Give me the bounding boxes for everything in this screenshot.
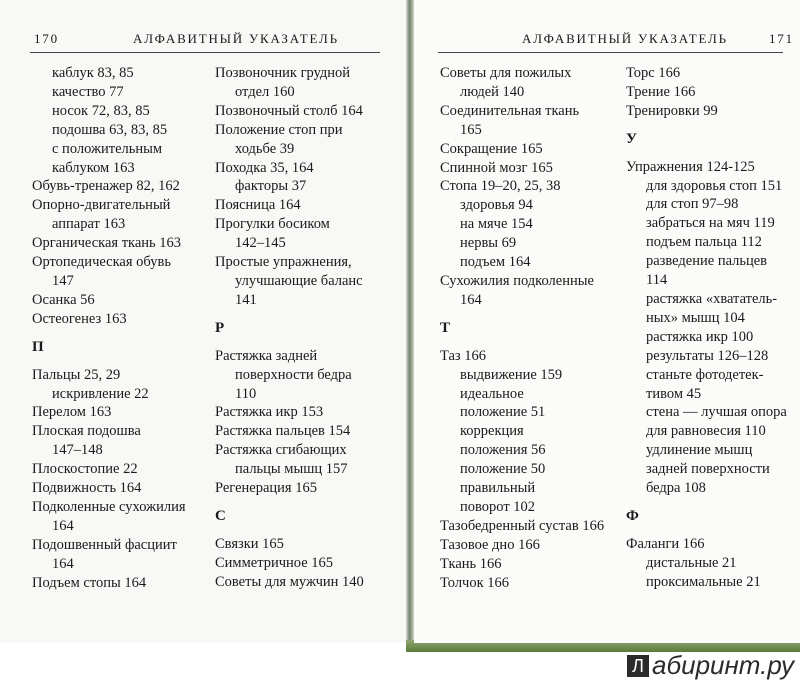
index-entry: Перелом 163 xyxy=(32,404,112,421)
index-entry: Растяжка задней xyxy=(215,347,318,364)
index-subentry: разведение пальцев xyxy=(646,253,768,270)
index-entry: Спинной мозг 165 xyxy=(440,159,553,176)
index-subentry: на мяче 154 xyxy=(460,216,533,233)
index-subentry: подъем пальца 112 xyxy=(646,234,762,251)
right-index-column-2 xyxy=(626,64,787,592)
watermark-text: абиринт.ру xyxy=(652,650,794,680)
index-entry: Прогулки босиком xyxy=(215,216,330,233)
index-entry: Сокращение 165 xyxy=(440,140,543,157)
index-entry: Торс 166 xyxy=(626,65,681,81)
right-index-column-1 xyxy=(440,64,604,592)
index-entry: Подошвенный фасциит xyxy=(32,536,177,553)
index-subentry: для стоп 97–98 xyxy=(646,196,739,213)
index-subentry: 147 xyxy=(52,272,74,289)
index-entry: Позвоночный столб 164 xyxy=(215,102,363,119)
index-subentry: носок 72, 83, 85 xyxy=(52,102,150,119)
index-entry: Растяжка пальцев 154 xyxy=(215,423,351,440)
index-subentry: ходьбе 39 xyxy=(235,140,295,157)
index-subentry: поверхности бедра xyxy=(235,366,352,383)
index-subentry: 141 xyxy=(235,291,257,308)
index-subentry: проксимальные 21 xyxy=(646,573,761,590)
index-subentry: для здоровья стоп 151 xyxy=(646,177,783,194)
index-subentry: правильный xyxy=(460,480,536,497)
index-subentry: нервы 69 xyxy=(460,235,517,252)
index-entry: Ортопедическая обувь xyxy=(32,254,171,271)
left-index-column-2 xyxy=(215,64,364,592)
left-page xyxy=(0,0,406,643)
index-entry: Положение стоп при xyxy=(215,121,343,138)
index-entry: Пальцы 25, 29 xyxy=(32,366,121,383)
index-entry: Растяжка икр 153 xyxy=(215,404,324,421)
index-entry: Позвоночник грудной xyxy=(215,65,351,81)
index-entry: Плоская подошва xyxy=(32,423,141,440)
index-entry: Советы для пожилых xyxy=(440,65,572,81)
index-subentry: станьте фотодетек- xyxy=(646,366,764,383)
index-subentry: идеальное xyxy=(460,385,524,402)
index-subentry: здоровья 94 xyxy=(460,197,533,214)
left-page-number: 170 xyxy=(34,31,59,46)
index-subentry: подошва 63, 83, 85 xyxy=(52,121,168,138)
index-entry: Подъем стопы 164 xyxy=(32,574,147,591)
index-subentry: факторы 37 xyxy=(235,178,307,195)
index-entry: Симметричное 165 xyxy=(215,554,334,571)
index-subentry: растяжка икр 100 xyxy=(646,328,754,345)
right-page-number: 171 xyxy=(769,31,794,46)
index-entry: Фаланги 166 xyxy=(626,535,705,552)
index-subentry: каблук 83, 85 xyxy=(52,65,134,81)
labirint-logo-icon: Л xyxy=(627,655,649,677)
index-subentry: поворот 102 xyxy=(460,498,536,515)
index-entry: Остеогенез 163 xyxy=(32,310,127,327)
right-page xyxy=(414,0,800,643)
index-subentry: растяжка «хвататель- xyxy=(646,290,778,307)
index-entry: Подколенные сухожилия xyxy=(32,498,186,515)
index-letter-heading: У xyxy=(626,130,638,147)
index-letter-heading: Р xyxy=(215,319,225,336)
index-subentry: 164 xyxy=(52,555,74,572)
index-subentry: удлинение мышц xyxy=(646,442,753,459)
index-letter-heading: П xyxy=(32,338,44,355)
index-subentry: ных» мышц 104 xyxy=(646,309,745,326)
index-subentry: 114 xyxy=(646,272,668,289)
index-entry: Трение 166 xyxy=(626,83,696,100)
index-entry: Регенерация 165 xyxy=(215,480,317,497)
index-letter-heading: Ф xyxy=(626,507,639,524)
index-entry: Походка 35, 164 xyxy=(215,159,314,176)
left-index-column-1 xyxy=(32,64,186,592)
index-entry: Стопа 19–20, 25, 38 xyxy=(440,178,561,195)
index-subentry: людей 140 xyxy=(460,83,525,100)
index-subentry: 165 xyxy=(460,121,482,138)
index-entry: Плоскостопие 22 xyxy=(32,461,138,478)
index-entry: Связки 165 xyxy=(215,535,284,552)
right-header-rule xyxy=(438,52,783,53)
index-entry: Поясница 164 xyxy=(215,197,301,214)
index-subentry: результаты 126–128 xyxy=(646,347,769,364)
index-entry: Простые упражнения, xyxy=(215,254,352,271)
index-entry: Осанка 56 xyxy=(32,291,95,308)
index-entry: Ткань 166 xyxy=(440,555,502,572)
index-subentry: отдел 160 xyxy=(235,83,295,100)
index-subentry: стена — лучшая опора xyxy=(646,404,787,421)
index-entry: Обувь-тренажер 82, 162 xyxy=(32,178,180,195)
index-subentry: подъем 164 xyxy=(460,254,531,271)
index-entry: Толчок 166 xyxy=(440,574,510,591)
index-entry: Тазовое дно 166 xyxy=(440,536,540,553)
index-subentry: улучшающие баланс xyxy=(235,272,363,289)
index-subentry: тивом 45 xyxy=(646,385,702,402)
index-entry: Растяжка сгибающих xyxy=(215,442,347,459)
index-entry: Таз 166 xyxy=(440,347,487,364)
index-letter-heading: С xyxy=(215,507,226,524)
index-entry: Органическая ткань 163 xyxy=(32,235,182,252)
index-letter-heading: Т xyxy=(440,319,451,336)
index-entry: Упражнения 124-125 xyxy=(626,158,755,175)
index-subentry: пальцы мышц 157 xyxy=(235,461,348,478)
book-gutter xyxy=(406,0,414,651)
index-subentry: для равновесия 110 xyxy=(646,423,766,440)
index-entry: Тазобедренный сустав 166 xyxy=(440,517,605,534)
index-entry: Советы для мужчин 140 xyxy=(215,573,364,590)
index-subentry: 164 xyxy=(460,291,482,308)
left-header-rule xyxy=(30,52,380,53)
index-subentry: качество 77 xyxy=(52,83,124,100)
index-subentry: аппарат 163 xyxy=(52,216,126,233)
index-subentry: с положительным xyxy=(52,140,163,157)
index-subentry: положение 50 xyxy=(460,461,546,478)
index-subentry: бедра 108 xyxy=(646,480,706,497)
index-subentry: выдвижение 159 xyxy=(460,366,563,383)
labirint-watermark xyxy=(627,650,794,681)
index-entry: Подвижность 164 xyxy=(32,480,142,497)
index-entry: Соединительная ткань xyxy=(440,102,580,119)
index-subentry: каблуком 163 xyxy=(52,159,135,176)
index-subentry: дистальные 21 xyxy=(646,554,737,571)
index-subentry: задней поверхности xyxy=(646,461,770,478)
index-entry: Опорно-двигательный xyxy=(32,197,171,214)
index-subentry: 110 xyxy=(235,385,257,402)
index-subentry: 147–148 xyxy=(52,442,103,459)
index-subentry: искривление 22 xyxy=(52,385,149,402)
index-subentry: положения 56 xyxy=(460,442,546,459)
index-subentry: коррекция xyxy=(460,423,524,440)
right-running-header: АЛФАВИТНЫЙ УКАЗАТЕЛЬ xyxy=(522,31,728,46)
index-subentry: забрaться на мяч 119 xyxy=(646,215,775,232)
index-subentry: 142–145 xyxy=(235,235,286,252)
index-subentry: 164 xyxy=(52,517,74,534)
index-entry: Сухожилия подколенные xyxy=(440,272,594,289)
index-entry: Тренировки 99 xyxy=(626,102,718,119)
index-subentry: положение 51 xyxy=(460,404,546,421)
left-running-header: АЛФАВИТНЫЙ УКАЗАТЕЛЬ xyxy=(133,31,339,46)
